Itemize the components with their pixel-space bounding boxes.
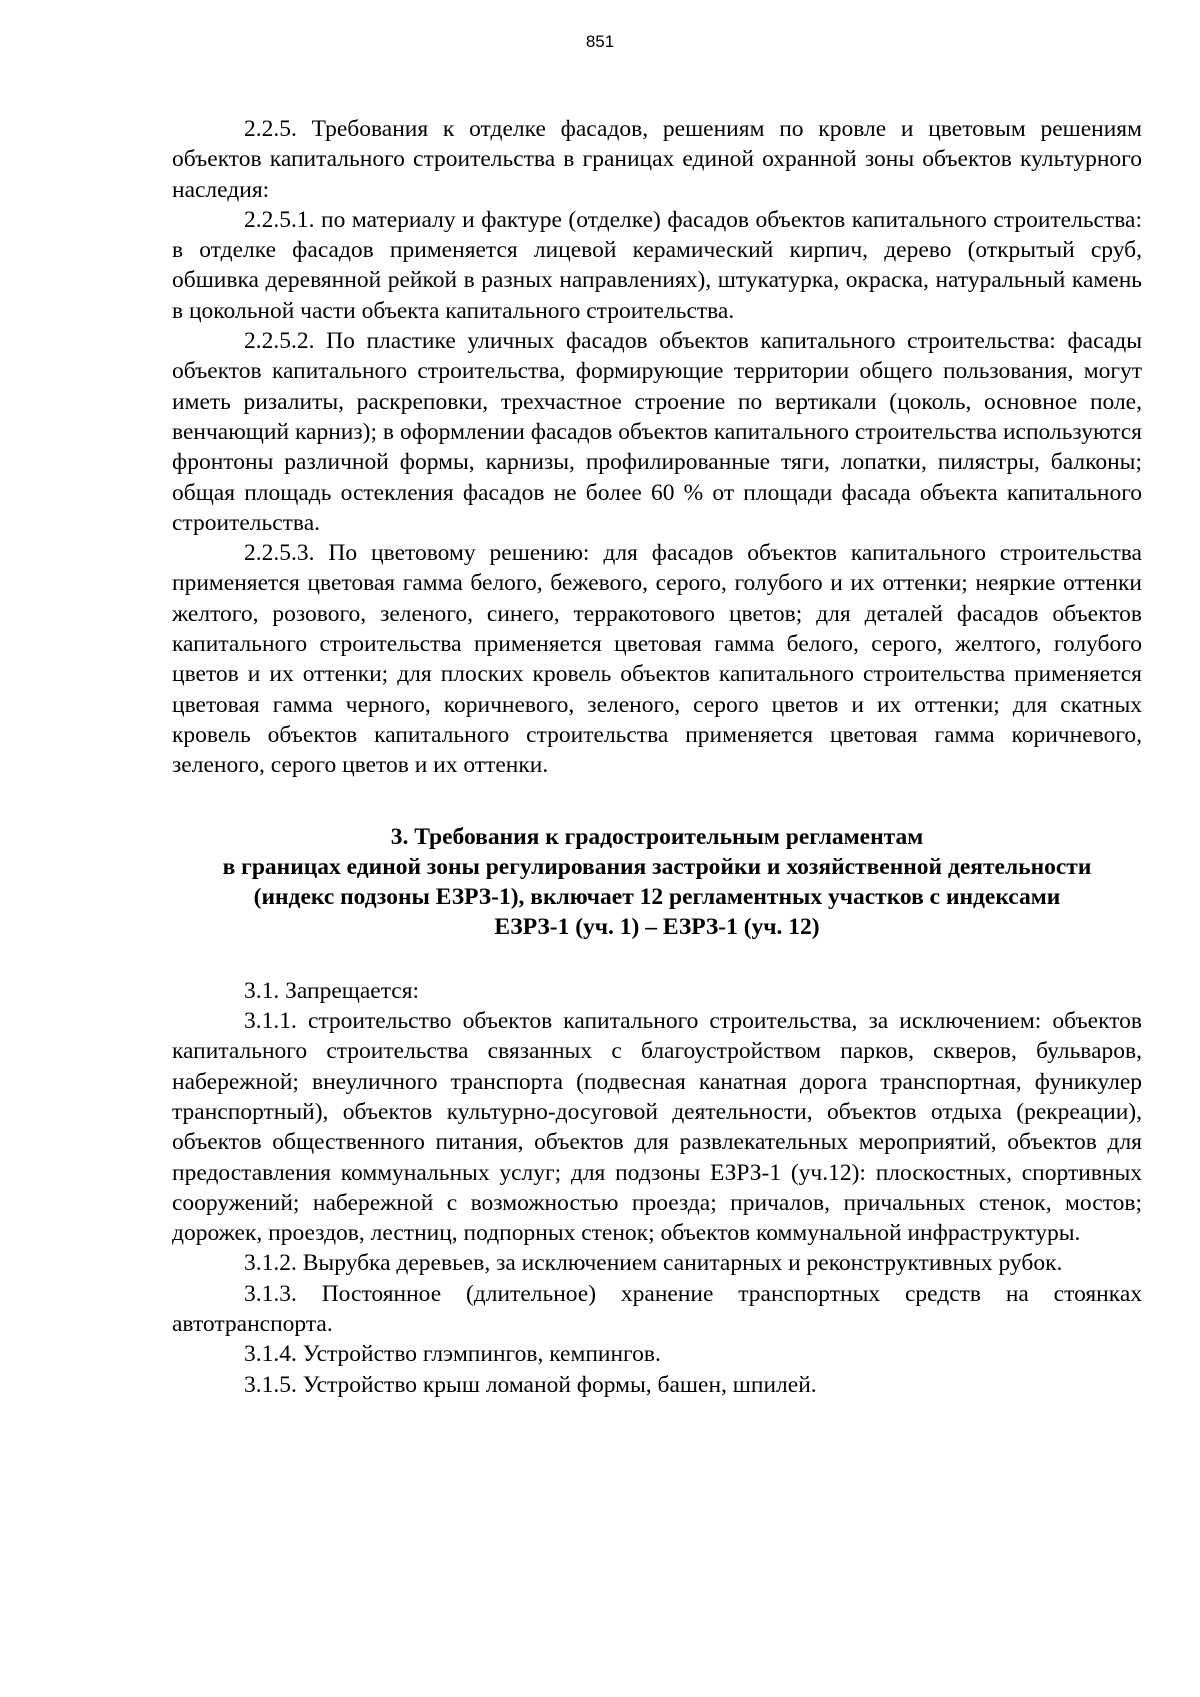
heading-line: 3. Требования к градостроительным регламентам <box>390 823 924 850</box>
heading-line: в границах единой зоны регулирования застройки и хозяйственной деятельности <box>222 853 1092 880</box>
paragraph-3-1-5: 3.1.5. Устройство крыш ломаной формы, башен, шпилей. <box>244 1371 817 1398</box>
heading-line: ЕЗРЗ-1 (уч. 1) – ЕЗРЗ-1 (уч. 12) <box>494 914 820 941</box>
paragraph-2-2-5: 2.2.5. Требования к отделке фасадов, решениям по кровле и цветовым решениям объектов капитального строительства в границах единой охранной зоны объектов культурного наследия: <box>172 116 1142 203</box>
page-number: 851 <box>585 32 615 51</box>
paragraph-3-1-1: 3.1.1. строительство объектов капитального строительства, за исключением: объектов капитального строительства связанных с благоустройством парков, скверов, бульваров, набережной; внеуличного транспорта (подвесная канатная дорога транспортная, фуникулер транспортный), объектов культурно-досуговой деятельности, объектов отдыха (рекреации), объектов общественного питания, объектов для развлекательных мероприятий, объектов для предоставления коммунальных услуг; для подзоны ЕЗРЗ-1 (уч.12): плоскостных, спортивных сооружений; набережной с возможностью проезда; причалов, причальных стенок, мостов; дорожек, проездов, лестниц, подпорных стенок; объектов коммунальной инфраструктуры. <box>172 1008 1142 1247</box>
section-3-heading <box>172 822 1142 943</box>
section-2-2-5 <box>172 114 1142 781</box>
paragraph-3-1-4: 3.1.4. Устройство глэмпингов, кемпингов. <box>244 1341 661 1368</box>
paragraph-3-1: 3.1. Запрещается: <box>244 977 420 1004</box>
paragraph-2-2-5-1: 2.2.5.1. по материалу и фактуре (отделке) фасадов объектов капитального строительства: в отделке фасадов применяется лицевой керамический кирпич, дерево (открытый сруб, обшивка деревянной рейкой в разных направлениях), штукатурка, окраска, натуральный камень в цокольной части объекта капитального строительства. <box>172 206 1142 324</box>
paragraph-2-2-5-2: 2.2.5.2. По пластике уличных фасадов объектов капитального строительства: фасады объектов капитального строительства, формирующие территории общего пользования, могут иметь ризалиты, раскреповки, трехчастное строение по вертикали (цоколь, основное поле, венчающий карниз); в оформлении фасадов объектов капитального строительства используются фронтоны различной формы, карнизы, профилированные тяги, лопатки, пилястры, балконы; общая площадь остекления фасадов не более 60 % от площади фасада объекта капитального строительства. <box>172 328 1142 536</box>
section-3-1 <box>172 976 1142 1400</box>
paragraph-2-2-5-3: 2.2.5.3. По цветовому решению: для фасадов объектов капитального строительства применяется цветовая гамма белого, бежевого, серого, голубого и их оттенки; неяркие оттенки желтого, розового, зеленого, синего, терракотового цветов; для деталей фасадов объектов капитального строительства применяется цветовая гамма белого, серого, желтого, голубого цветов и их оттенки; для плоских кровель объектов капитального строительства применяется цветовая гамма черного, коричневого, зеленого, серого цветов и их оттенки; для скатных кровель объектов капитального строительства применяется цветовая гамма коричневого, зеленого, серого цветов и их оттенки. <box>172 540 1142 779</box>
paragraph-3-1-2: 3.1.2. Вырубка деревьев, за исключением санитарных и реконструктивных рубок. <box>244 1250 1063 1277</box>
heading-line: (индекс подзоны ЕЗРЗ-1), включает 12 регламентных участков с индексами <box>253 884 1061 911</box>
spacer <box>172 943 1142 976</box>
paragraph-3-1-3: 3.1.3. Постоянное (длительное) хранение транспортных средств на стоянках автотранспорта. <box>172 1280 1142 1337</box>
document-body <box>172 114 1142 1400</box>
